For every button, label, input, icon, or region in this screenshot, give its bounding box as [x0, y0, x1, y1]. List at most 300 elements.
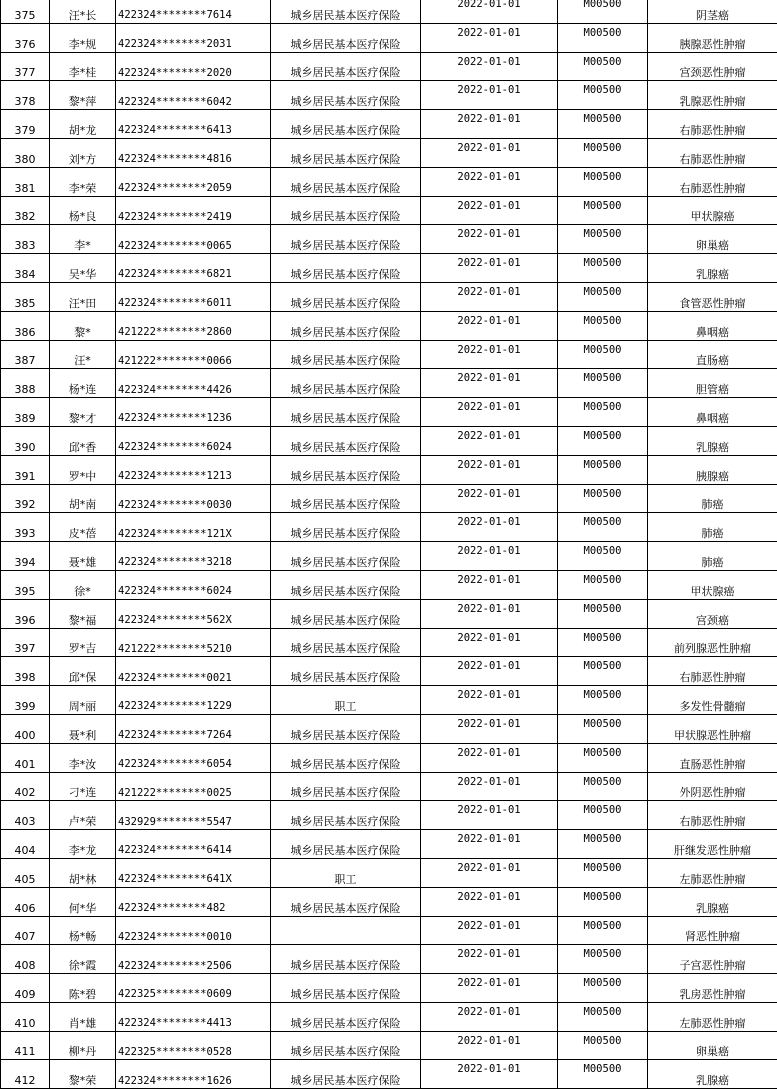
diagnosis-cell: 甲状腺癌 — [648, 196, 777, 225]
row-number-cell: 376 — [1, 23, 50, 52]
row-number-cell: 398 — [1, 657, 50, 686]
table-row — [1, 974, 777, 1003]
disease-code-cell: M00500 — [558, 340, 648, 369]
insurance-type-cell: 城乡居民基本医疗保险 — [271, 455, 421, 484]
table-row — [1, 743, 777, 772]
diagnosis-cell: 乳腺癌 — [648, 1060, 777, 1089]
id-number-cell: 422324********6024 — [116, 426, 271, 455]
row-number-cell: 410 — [1, 1002, 50, 1031]
start-date-cell: 2022-01-01 — [421, 513, 558, 542]
disease-code-cell: M00500 — [558, 398, 648, 427]
disease-code-cell: M00500 — [558, 455, 648, 484]
patient-name-cell: 杨*畅 — [50, 916, 116, 945]
diagnosis-cell: 胰腺癌 — [648, 455, 777, 484]
diagnosis-cell: 肾恶性肿瘤 — [648, 916, 777, 945]
row-number-cell: 412 — [1, 1060, 50, 1089]
id-number-cell: 422324********121X — [116, 513, 271, 542]
table-row — [1, 167, 777, 196]
diagnosis-cell: 右肺恶性肿瘤 — [648, 657, 777, 686]
row-number-cell: 385 — [1, 282, 50, 311]
id-number-cell: 422324********1229 — [116, 686, 271, 715]
diagnosis-cell: 外阴恶性肿瘤 — [648, 772, 777, 801]
diagnosis-cell: 左肺恶性肿瘤 — [648, 1002, 777, 1031]
diagnosis-cell: 右肺恶性肿瘤 — [648, 167, 777, 196]
id-number-cell: 422324********7264 — [116, 714, 271, 743]
patient-name-cell: 皮*蓓 — [50, 513, 116, 542]
row-number-cell: 386 — [1, 311, 50, 340]
id-number-cell: 422324********1213 — [116, 455, 271, 484]
start-date-cell: 2022-01-01 — [421, 138, 558, 167]
patient-name-cell: 邱*香 — [50, 426, 116, 455]
disease-code-cell: M00500 — [558, 0, 648, 23]
id-number-cell: 422324********6414 — [116, 830, 271, 859]
disease-code-cell: M00500 — [558, 426, 648, 455]
disease-code-cell: M00500 — [558, 974, 648, 1003]
disease-code-cell: M00500 — [558, 311, 648, 340]
insurance-type-cell: 城乡居民基本医疗保险 — [271, 1031, 421, 1060]
row-number-cell: 391 — [1, 455, 50, 484]
start-date-cell: 2022-01-01 — [421, 167, 558, 196]
disease-code-cell: M00500 — [558, 1002, 648, 1031]
insurance-type-cell: 城乡居民基本医疗保险 — [271, 513, 421, 542]
diagnosis-cell: 鼻咽癌 — [648, 311, 777, 340]
diagnosis-cell: 肺癌 — [648, 484, 777, 513]
insurance-type-cell: 城乡居民基本医疗保险 — [271, 369, 421, 398]
insurance-type-cell: 城乡居民基本医疗保险 — [271, 167, 421, 196]
patient-name-cell: 徐* — [50, 570, 116, 599]
insurance-type-cell: 城乡居民基本医疗保险 — [271, 196, 421, 225]
id-number-cell: 422324********0010 — [116, 916, 271, 945]
patient-name-cell: 李* — [50, 225, 116, 254]
disease-code-cell: M00500 — [558, 110, 648, 139]
table-row — [1, 599, 777, 628]
diagnosis-cell: 宫颈癌 — [648, 599, 777, 628]
table-row — [1, 225, 777, 254]
start-date-cell: 2022-01-01 — [421, 484, 558, 513]
table-row — [1, 311, 777, 340]
diagnosis-cell: 子宫恶性肿瘤 — [648, 945, 777, 974]
table-row — [1, 81, 777, 110]
table-row — [1, 945, 777, 974]
diagnosis-cell: 前列腺恶性肿瘤 — [648, 628, 777, 657]
start-date-cell: 2022-01-01 — [421, 686, 558, 715]
insurance-type-cell: 城乡居民基本医疗保险 — [271, 887, 421, 916]
diagnosis-cell: 鼻咽癌 — [648, 398, 777, 427]
patient-name-cell: 陈*碧 — [50, 974, 116, 1003]
start-date-cell: 2022-01-01 — [421, 714, 558, 743]
id-number-cell: 422324********0065 — [116, 225, 271, 254]
row-number-cell: 384 — [1, 254, 50, 283]
patient-name-cell: 胡*林 — [50, 858, 116, 887]
patient-name-cell: 徐*霞 — [50, 945, 116, 974]
id-number-cell: 422324********6054 — [116, 743, 271, 772]
start-date-cell: 2022-01-01 — [421, 225, 558, 254]
table-row — [1, 23, 777, 52]
diagnosis-cell: 右肺恶性肿瘤 — [648, 801, 777, 830]
disease-code-cell: M00500 — [558, 1031, 648, 1060]
row-number-cell: 400 — [1, 714, 50, 743]
id-number-cell: 421222********5210 — [116, 628, 271, 657]
row-number-cell: 377 — [1, 52, 50, 81]
table-row — [1, 1002, 777, 1031]
patient-name-cell: 肖*雄 — [50, 1002, 116, 1031]
insurance-type-cell: 职工 — [271, 686, 421, 715]
insurance-type-cell: 城乡居民基本医疗保险 — [271, 138, 421, 167]
start-date-cell: 2022-01-01 — [421, 455, 558, 484]
start-date-cell: 2022-01-01 — [421, 542, 558, 571]
patient-name-cell: 吴*华 — [50, 254, 116, 283]
patient-name-cell: 汪* — [50, 340, 116, 369]
table-row — [1, 887, 777, 916]
patient-name-cell: 胡*龙 — [50, 110, 116, 139]
disease-code-cell: M00500 — [558, 714, 648, 743]
row-number-cell: 403 — [1, 801, 50, 830]
start-date-cell: 2022-01-01 — [421, 81, 558, 110]
start-date-cell: 2022-01-01 — [421, 340, 558, 369]
insurance-type-cell: 城乡居民基本医疗保险 — [271, 945, 421, 974]
diagnosis-cell: 肺癌 — [648, 542, 777, 571]
patient-name-cell: 罗*吉 — [50, 628, 116, 657]
table-row — [1, 916, 777, 945]
start-date-cell: 2022-01-01 — [421, 772, 558, 801]
id-number-cell: 432929********5547 — [116, 801, 271, 830]
disease-code-cell: M00500 — [558, 743, 648, 772]
disease-code-cell: M00500 — [558, 484, 648, 513]
disease-code-cell: M00500 — [558, 225, 648, 254]
disease-code-cell: M00500 — [558, 513, 648, 542]
table-row — [1, 196, 777, 225]
start-date-cell: 2022-01-01 — [421, 916, 558, 945]
patient-name-cell: 胡*南 — [50, 484, 116, 513]
row-number-cell: 395 — [1, 570, 50, 599]
diagnosis-cell: 甲状腺癌 — [648, 570, 777, 599]
id-number-cell: 422324********6413 — [116, 110, 271, 139]
table-row — [1, 398, 777, 427]
disease-code-cell: M00500 — [558, 945, 648, 974]
id-number-cell: 422324********6024 — [116, 570, 271, 599]
disease-code-cell: M00500 — [558, 369, 648, 398]
insurance-type-cell: 城乡居民基本医疗保险 — [271, 282, 421, 311]
insurance-type-cell: 城乡居民基本医疗保险 — [271, 801, 421, 830]
patient-name-cell: 黎*福 — [50, 599, 116, 628]
id-number-cell: 422324********3218 — [116, 542, 271, 571]
row-number-cell: 381 — [1, 167, 50, 196]
id-number-cell: 422324********0021 — [116, 657, 271, 686]
id-number-cell: 421222********0066 — [116, 340, 271, 369]
diagnosis-cell: 左肺恶性肿瘤 — [648, 858, 777, 887]
row-number-cell: 407 — [1, 916, 50, 945]
table-row — [1, 138, 777, 167]
row-number-cell: 383 — [1, 225, 50, 254]
diagnosis-cell: 乳腺癌 — [648, 426, 777, 455]
disease-code-cell: M00500 — [558, 23, 648, 52]
insurance-type-cell: 城乡居民基本医疗保险 — [271, 398, 421, 427]
diagnosis-cell: 乳房恶性肿瘤 — [648, 974, 777, 1003]
row-number-cell: 387 — [1, 340, 50, 369]
insurance-type-cell: 城乡居民基本医疗保险 — [271, 772, 421, 801]
table-row — [1, 542, 777, 571]
id-number-cell: 422324********6821 — [116, 254, 271, 283]
diagnosis-cell: 胆管癌 — [648, 369, 777, 398]
diagnosis-cell: 右肺恶性肿瘤 — [648, 138, 777, 167]
patient-name-cell: 罗*中 — [50, 455, 116, 484]
disease-code-cell: M00500 — [558, 52, 648, 81]
start-date-cell: 2022-01-01 — [421, 0, 558, 23]
id-number-cell: 422324********7614 — [116, 0, 271, 23]
diagnosis-cell: 乳腺癌 — [648, 254, 777, 283]
start-date-cell: 2022-01-01 — [421, 599, 558, 628]
table-row — [1, 254, 777, 283]
row-number-cell: 394 — [1, 542, 50, 571]
patient-name-cell: 黎*荣 — [50, 1060, 116, 1089]
disease-code-cell: M00500 — [558, 772, 648, 801]
insurance-type-cell: 城乡居民基本医疗保险 — [271, 628, 421, 657]
disease-code-cell: M00500 — [558, 830, 648, 859]
insurance-type-cell: 城乡居民基本医疗保险 — [271, 340, 421, 369]
insurance-type-cell: 城乡居民基本医疗保险 — [271, 254, 421, 283]
id-number-cell: 422324********4426 — [116, 369, 271, 398]
table-row — [1, 455, 777, 484]
start-date-cell: 2022-01-01 — [421, 110, 558, 139]
table-row — [1, 858, 777, 887]
insurance-type-cell: 城乡居民基本医疗保险 — [271, 830, 421, 859]
insurance-type-cell: 城乡居民基本医疗保险 — [271, 657, 421, 686]
diagnosis-cell: 直肠恶性肿瘤 — [648, 743, 777, 772]
row-number-cell: 408 — [1, 945, 50, 974]
table-row — [1, 282, 777, 311]
start-date-cell: 2022-01-01 — [421, 369, 558, 398]
disease-code-cell: M00500 — [558, 167, 648, 196]
disease-code-cell: M00500 — [558, 599, 648, 628]
patient-name-cell: 聂*利 — [50, 714, 116, 743]
insurance-type-cell: 城乡居民基本医疗保险 — [271, 311, 421, 340]
id-number-cell: 421222********2860 — [116, 311, 271, 340]
row-number-cell: 382 — [1, 196, 50, 225]
patient-name-cell: 李*龙 — [50, 830, 116, 859]
row-number-cell: 375 — [1, 0, 50, 23]
insurance-type-cell: 城乡居民基本医疗保险 — [271, 52, 421, 81]
disease-code-cell: M00500 — [558, 1060, 648, 1089]
patient-name-cell: 刘*方 — [50, 138, 116, 167]
disease-code-cell: M00500 — [558, 542, 648, 571]
disease-code-cell: M00500 — [558, 858, 648, 887]
table-row — [1, 110, 777, 139]
patient-name-cell: 邱*保 — [50, 657, 116, 686]
disease-code-cell: M00500 — [558, 81, 648, 110]
diagnosis-cell: 宫颈恶性肿瘤 — [648, 52, 777, 81]
id-number-cell: 421222********0025 — [116, 772, 271, 801]
row-number-cell: 406 — [1, 887, 50, 916]
table-row — [1, 484, 777, 513]
insurance-type-cell: 城乡居民基本医疗保险 — [271, 1002, 421, 1031]
start-date-cell: 2022-01-01 — [421, 426, 558, 455]
patient-name-cell: 杨*连 — [50, 369, 116, 398]
diagnosis-cell: 直肠癌 — [648, 340, 777, 369]
start-date-cell: 2022-01-01 — [421, 945, 558, 974]
disease-code-cell: M00500 — [558, 254, 648, 283]
patient-name-cell: 黎* — [50, 311, 116, 340]
insurance-type-cell: 城乡居民基本医疗保险 — [271, 1060, 421, 1089]
patient-name-cell: 汪*田 — [50, 282, 116, 311]
patient-name-cell: 周*丽 — [50, 686, 116, 715]
id-number-cell: 422324********1626 — [116, 1060, 271, 1089]
insurance-type-cell: 城乡居民基本医疗保险 — [271, 426, 421, 455]
insurance-type-cell — [271, 916, 421, 945]
disease-code-cell: M00500 — [558, 196, 648, 225]
insurance-type-cell: 城乡居民基本医疗保险 — [271, 599, 421, 628]
start-date-cell: 2022-01-01 — [421, 282, 558, 311]
diagnosis-cell: 卵巢癌 — [648, 1031, 777, 1060]
start-date-cell: 2022-01-01 — [421, 570, 558, 599]
row-number-cell: 401 — [1, 743, 50, 772]
diagnosis-cell: 甲状腺恶性肿瘤 — [648, 714, 777, 743]
table-row — [1, 52, 777, 81]
disease-code-cell: M00500 — [558, 570, 648, 599]
id-number-cell: 422324********4413 — [116, 1002, 271, 1031]
row-number-cell: 402 — [1, 772, 50, 801]
table-row — [1, 714, 777, 743]
id-number-cell: 422324********4816 — [116, 138, 271, 167]
table-row — [1, 340, 777, 369]
patient-name-cell: 柳*丹 — [50, 1031, 116, 1060]
start-date-cell: 2022-01-01 — [421, 657, 558, 686]
patient-name-cell: 刁*连 — [50, 772, 116, 801]
patient-name-cell: 李*规 — [50, 23, 116, 52]
diagnosis-cell: 右肺恶性肿瘤 — [648, 110, 777, 139]
diagnosis-cell: 阴茎癌 — [648, 0, 777, 23]
start-date-cell: 2022-01-01 — [421, 254, 558, 283]
row-number-cell: 392 — [1, 484, 50, 513]
start-date-cell: 2022-01-01 — [421, 23, 558, 52]
table-row — [1, 426, 777, 455]
insurance-type-cell: 城乡居民基本医疗保险 — [271, 110, 421, 139]
start-date-cell: 2022-01-01 — [421, 801, 558, 830]
patient-name-cell: 汪*长 — [50, 0, 116, 23]
row-number-cell: 380 — [1, 138, 50, 167]
table-row — [1, 513, 777, 542]
insurance-type-cell: 职工 — [271, 858, 421, 887]
diagnosis-cell: 胰腺恶性肿瘤 — [648, 23, 777, 52]
row-number-cell: 411 — [1, 1031, 50, 1060]
disease-code-cell: M00500 — [558, 801, 648, 830]
start-date-cell: 2022-01-01 — [421, 196, 558, 225]
patient-name-cell: 李*荣 — [50, 167, 116, 196]
start-date-cell: 2022-01-01 — [421, 887, 558, 916]
id-number-cell: 422324********6011 — [116, 282, 271, 311]
row-number-cell: 409 — [1, 974, 50, 1003]
id-number-cell: 422324********2059 — [116, 167, 271, 196]
diagnosis-cell: 多发性骨髓瘤 — [648, 686, 777, 715]
row-number-cell: 399 — [1, 686, 50, 715]
table-row — [1, 1031, 777, 1060]
start-date-cell: 2022-01-01 — [421, 52, 558, 81]
disease-code-cell: M00500 — [558, 138, 648, 167]
id-number-cell: 422324********562X — [116, 599, 271, 628]
row-number-cell: 388 — [1, 369, 50, 398]
start-date-cell: 2022-01-01 — [421, 1060, 558, 1089]
table-body — [1, 0, 777, 1089]
start-date-cell: 2022-01-01 — [421, 858, 558, 887]
start-date-cell: 2022-01-01 — [421, 311, 558, 340]
id-number-cell: 422324********482 — [116, 887, 271, 916]
table-row — [1, 830, 777, 859]
row-number-cell: 396 — [1, 599, 50, 628]
patient-name-cell: 李*汝 — [50, 743, 116, 772]
table-row — [1, 772, 777, 801]
row-number-cell: 378 — [1, 81, 50, 110]
insurance-type-cell: 城乡居民基本医疗保险 — [271, 484, 421, 513]
id-number-cell: 422324********1236 — [116, 398, 271, 427]
disease-code-cell: M00500 — [558, 686, 648, 715]
table-row — [1, 369, 777, 398]
id-number-cell: 422325********0528 — [116, 1031, 271, 1060]
row-number-cell: 393 — [1, 513, 50, 542]
disease-code-cell: M00500 — [558, 282, 648, 311]
id-number-cell: 422325********0609 — [116, 974, 271, 1003]
insurance-type-cell: 城乡居民基本医疗保险 — [271, 225, 421, 254]
diagnosis-cell: 乳腺恶性肿瘤 — [648, 81, 777, 110]
id-number-cell: 422324********2506 — [116, 945, 271, 974]
disease-code-cell: M00500 — [558, 887, 648, 916]
diagnosis-cell: 肝继发恶性肿瘤 — [648, 830, 777, 859]
disease-code-cell: M00500 — [558, 657, 648, 686]
table-row — [1, 0, 777, 23]
disease-code-cell: M00500 — [558, 916, 648, 945]
start-date-cell: 2022-01-01 — [421, 743, 558, 772]
id-number-cell: 422324********2419 — [116, 196, 271, 225]
patient-name-cell: 黎*才 — [50, 398, 116, 427]
patient-name-cell: 杨*良 — [50, 196, 116, 225]
patient-name-cell: 卢*荣 — [50, 801, 116, 830]
row-number-cell: 397 — [1, 628, 50, 657]
insurance-type-cell: 城乡居民基本医疗保险 — [271, 714, 421, 743]
diagnosis-cell: 乳腺癌 — [648, 887, 777, 916]
id-number-cell: 422324********2031 — [116, 23, 271, 52]
insurance-type-cell: 城乡居民基本医疗保险 — [271, 570, 421, 599]
id-number-cell: 422324********6042 — [116, 81, 271, 110]
patient-name-cell: 李*桂 — [50, 52, 116, 81]
id-number-cell: 422324********2020 — [116, 52, 271, 81]
disease-code-cell: M00500 — [558, 628, 648, 657]
insurance-type-cell: 城乡居民基本医疗保险 — [271, 81, 421, 110]
patient-name-cell: 何*华 — [50, 887, 116, 916]
table-row — [1, 1060, 777, 1089]
row-number-cell: 405 — [1, 858, 50, 887]
diagnosis-cell: 食管恶性肿瘤 — [648, 282, 777, 311]
insurance-type-cell: 城乡居民基本医疗保险 — [271, 23, 421, 52]
diagnosis-cell: 卵巢癌 — [648, 225, 777, 254]
start-date-cell: 2022-01-01 — [421, 628, 558, 657]
insurance-type-cell: 城乡居民基本医疗保险 — [271, 0, 421, 23]
start-date-cell: 2022-01-01 — [421, 1002, 558, 1031]
row-number-cell: 379 — [1, 110, 50, 139]
insurance-type-cell: 城乡居民基本医疗保险 — [271, 743, 421, 772]
table-row — [1, 801, 777, 830]
start-date-cell: 2022-01-01 — [421, 974, 558, 1003]
id-number-cell: 422324********0030 — [116, 484, 271, 513]
table-row — [1, 628, 777, 657]
table-row — [1, 570, 777, 599]
row-number-cell: 390 — [1, 426, 50, 455]
insurance-type-cell: 城乡居民基本医疗保险 — [271, 974, 421, 1003]
start-date-cell: 2022-01-01 — [421, 398, 558, 427]
table-row — [1, 686, 777, 715]
row-number-cell: 404 — [1, 830, 50, 859]
start-date-cell: 2022-01-01 — [421, 1031, 558, 1060]
insurance-type-cell: 城乡居民基本医疗保险 — [271, 542, 421, 571]
start-date-cell: 2022-01-01 — [421, 830, 558, 859]
row-number-cell: 389 — [1, 398, 50, 427]
